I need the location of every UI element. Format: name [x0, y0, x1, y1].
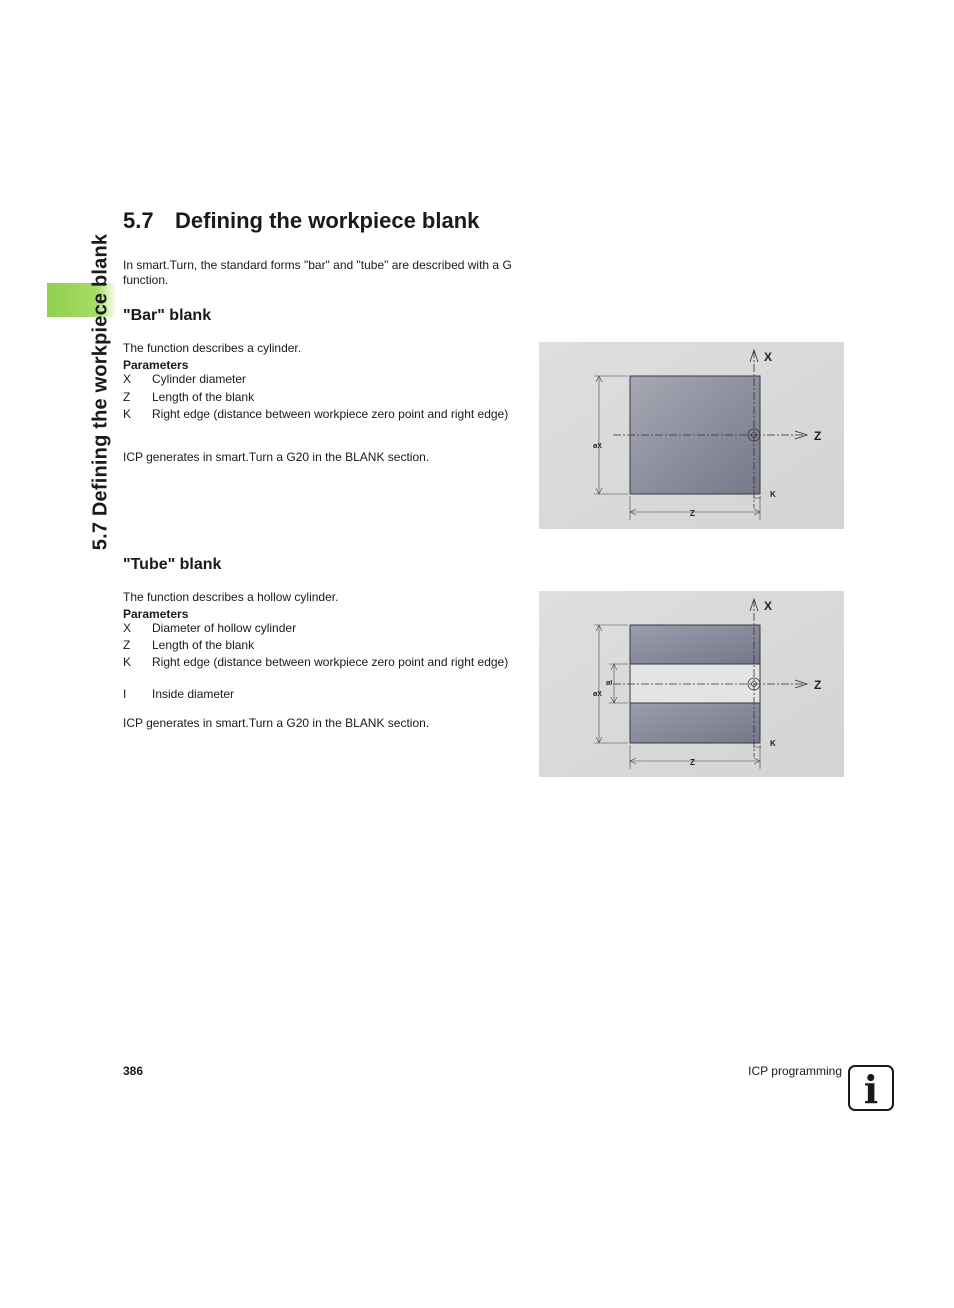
- tube-wall-top: [630, 625, 760, 664]
- inner-dim-label: øI: [606, 680, 613, 687]
- param-key: K: [123, 655, 132, 669]
- bar-note: ICP generates in smart.Turn a G20 in the BLANK section.: [123, 450, 430, 464]
- param-desc: Cylinder diameter: [152, 372, 247, 386]
- x-axis-label: X: [764, 350, 773, 364]
- param-key: K: [123, 407, 132, 421]
- param-key: Z: [123, 390, 131, 404]
- param-desc: Length of the blank: [152, 638, 255, 652]
- param-desc: Right edge (distance between workpiece zero point and right edge): [152, 407, 509, 421]
- bar-params-label: Parameters: [123, 358, 189, 372]
- param-desc: Diameter of hollow cylinder: [152, 621, 297, 635]
- bar-blank-heading: "Bar" blank: [123, 307, 212, 324]
- info-icon: [848, 1065, 894, 1111]
- param-desc: Inside diameter: [152, 687, 235, 701]
- bar-blank-diagram: [539, 342, 844, 529]
- section-title: Defining the workpiece blank: [175, 208, 480, 233]
- param-key: Z: [123, 638, 131, 652]
- param-desc: Right edge (distance between workpiece zero point and right edge): [152, 655, 509, 669]
- param-key: I: [123, 687, 127, 701]
- right-edge-dim-label: K: [770, 739, 776, 748]
- tube-blank-diagram: [539, 591, 844, 777]
- bar-description: The function describes a cylinder.: [123, 341, 302, 355]
- length-dim-label: Z: [690, 758, 695, 767]
- right-edge-dim-label: K: [770, 490, 776, 499]
- z-axis-label: Z: [814, 429, 822, 443]
- param-desc: Length of the blank: [152, 390, 255, 404]
- diameter-dim-label: øX: [593, 443, 602, 450]
- param-key: X: [123, 621, 132, 635]
- intro-paragraph: In smart.Turn, the standard forms "bar" and "tube" are described with a G function.: [123, 258, 512, 287]
- tube-params-label: Parameters: [123, 607, 189, 621]
- param-key: X: [123, 372, 132, 386]
- sidebar-chapter-title: 5.7 Defining the workpiece blank: [89, 233, 112, 551]
- info-letter: i: [863, 1067, 879, 1109]
- footer-chapter-name: ICP programming: [748, 1064, 842, 1078]
- tube-wall-bottom: [630, 703, 760, 743]
- z-axis-label: Z: [814, 678, 822, 692]
- section-number: 5.7: [123, 208, 154, 233]
- x-axis-label: X: [764, 599, 773, 613]
- tube-note: ICP generates in smart.Turn a G20 in the BLANK section.: [123, 716, 430, 730]
- page-number: 386: [123, 1064, 144, 1078]
- tube-blank-heading: "Tube" blank: [123, 556, 222, 573]
- length-dim-label: Z: [690, 509, 695, 518]
- info-glyph: [850, 1067, 892, 1109]
- diameter-dim-label: øX: [593, 691, 602, 698]
- tube-description: The function describes a hollow cylinder.: [123, 590, 339, 604]
- page-title: [123, 208, 479, 234]
